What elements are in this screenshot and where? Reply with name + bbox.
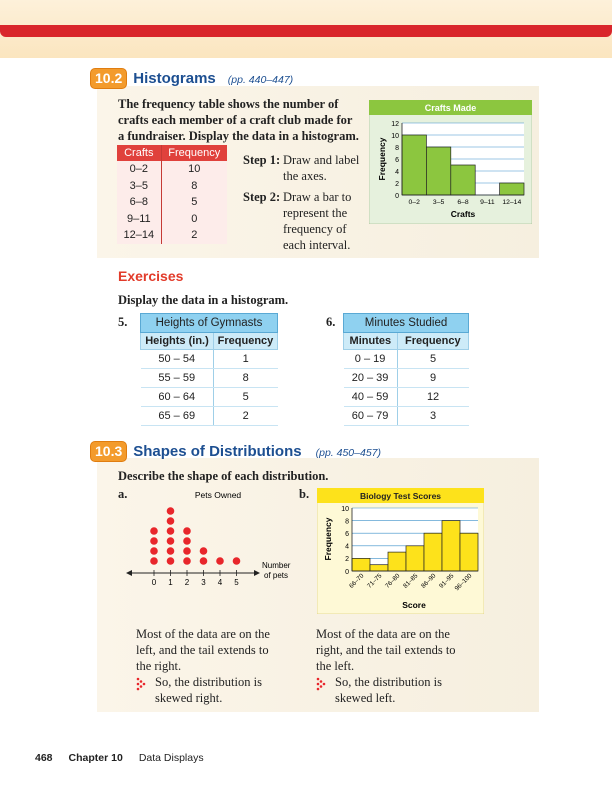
exercise-number: 6. — [326, 315, 336, 329]
histogram-bar — [424, 533, 442, 571]
data-dot — [167, 507, 175, 515]
explanation-line: Most of the data are on the — [136, 627, 270, 641]
x-tick-label: 81–85 — [402, 572, 420, 590]
table-cell: 60 – 64 — [141, 388, 214, 407]
histogram-bar — [352, 558, 370, 571]
data-dot — [167, 527, 175, 535]
step-text: represent the — [283, 206, 348, 220]
minutes-studied-table — [343, 313, 469, 426]
step-label: Step 2: — [243, 190, 281, 204]
x-tick-label: 9–11 — [480, 199, 495, 206]
x-tick-label: 1 — [168, 578, 173, 587]
biology-test-scores-histogram — [317, 488, 484, 614]
table-cell: 8 — [213, 369, 277, 388]
pointer-arrow-icon — [316, 677, 328, 691]
table-row — [117, 161, 227, 178]
section-title: Shapes of Distributions — [133, 443, 302, 460]
y-tick-label: 4 — [395, 168, 399, 176]
chapter-label: Chapter 10 — [68, 752, 123, 764]
x-tick-label: 0–2 — [408, 199, 420, 206]
table-row — [117, 227, 227, 244]
x-tick-label: 86–90 — [420, 572, 438, 590]
table-caption: Minutes Studied — [344, 314, 469, 333]
table-header: Crafts — [117, 145, 161, 161]
section-badge: 10.2 — [90, 68, 127, 89]
part-b-explanation — [316, 626, 486, 674]
explanation-line: the right. — [136, 659, 182, 673]
exercises-instruction: Display the data in a histogram. — [118, 293, 289, 307]
table-cell: 10 — [161, 161, 227, 178]
page-number: 468 — [35, 752, 53, 764]
y-tick-label: 0 — [345, 568, 349, 576]
x-tick-label: 2 — [184, 578, 190, 587]
table-row — [117, 194, 227, 211]
table-cell: 5 — [397, 350, 468, 369]
part-b-label: b. — [299, 487, 310, 501]
part-a-explanation — [136, 626, 296, 674]
step-text: each interval. — [283, 238, 351, 252]
x-axis-label: Crafts — [450, 209, 476, 219]
top-red-stripe — [0, 25, 612, 37]
x-tick-label: 3–5 — [432, 199, 445, 206]
table-caption: Heights of Gymnasts — [141, 314, 278, 333]
data-dot — [183, 537, 191, 545]
x-tick-label: 71–75 — [366, 572, 384, 590]
crafts-frequency-table — [117, 145, 227, 244]
section-10-3-intro: Describe the shape of each distribution. — [118, 469, 329, 483]
table-row — [344, 369, 469, 388]
table-cell: 0 – 19 — [344, 350, 398, 369]
table-row — [344, 407, 469, 426]
table-cell: 2 — [161, 227, 227, 244]
data-dot — [150, 537, 158, 545]
table-cell: 55 – 59 — [141, 369, 214, 388]
y-tick-label: 2 — [395, 180, 399, 188]
table-row — [117, 178, 227, 195]
y-tick-label: 12 — [391, 120, 399, 128]
table-cell: 3 — [397, 407, 468, 426]
crafts-made-histogram — [369, 100, 532, 224]
histogram-bar — [460, 533, 478, 571]
y-tick-label: 2 — [345, 556, 349, 564]
pointer-arrow-icon — [136, 677, 148, 691]
table-cell: 5 — [161, 194, 227, 211]
x-axis-label: Score — [402, 600, 426, 610]
part-b-conclusion — [335, 674, 442, 706]
chart-title: Pets Owned — [194, 490, 242, 500]
table-header: Heights (in.) — [141, 333, 214, 350]
table-cell: 1 — [213, 350, 277, 369]
histogram-bar — [388, 552, 406, 571]
conclusion-line: So, the distribution is — [155, 675, 262, 689]
heights-of-gymnasts-table — [140, 313, 278, 426]
x-tick-label: 91–95 — [438, 572, 456, 590]
page-footer — [35, 752, 204, 764]
y-axis-label: Frequency — [377, 137, 387, 181]
intro-line: crafts each member of a craft club made for — [118, 113, 353, 127]
explanation-line: left, and the tail extends to — [136, 643, 269, 657]
x-tick-label: 0 — [151, 578, 157, 587]
section-pages: (pp. 440–447) — [227, 74, 294, 86]
exercise-number: 5. — [118, 315, 128, 329]
table-row — [141, 369, 278, 388]
table-cell: 20 – 39 — [344, 369, 398, 388]
table-header: Frequency — [213, 333, 277, 350]
table-row — [344, 350, 469, 369]
data-dot — [167, 547, 175, 555]
table-row — [141, 388, 278, 407]
y-tick-label: 0 — [395, 192, 399, 200]
y-axis-label: Frequency — [323, 517, 333, 561]
x-axis-label: Number — [262, 561, 291, 570]
part-a-label: a. — [118, 487, 128, 501]
table-cell: 2 — [213, 407, 277, 426]
table-row — [117, 211, 227, 228]
x-tick-label: 12–14 — [502, 199, 522, 206]
data-dot — [150, 557, 158, 565]
data-dot — [216, 557, 224, 565]
section-10-3-header — [90, 441, 381, 462]
table-header: Frequency — [397, 333, 468, 350]
x-axis-label: of pets — [264, 571, 289, 580]
table-cell: 12 — [397, 388, 468, 407]
conclusion-line: skewed left. — [335, 691, 396, 705]
table-row — [141, 407, 278, 426]
table-cell: 9–11 — [117, 211, 161, 228]
data-dot — [150, 547, 158, 555]
intro-line: The frequency table shows the number of — [118, 97, 339, 111]
data-dot — [183, 547, 191, 555]
step-text: frequency of — [283, 222, 347, 236]
chart-title: Biology Test Scores — [359, 491, 442, 501]
histogram-bar — [402, 135, 426, 195]
table-row — [141, 350, 278, 369]
step-1 — [243, 152, 359, 184]
y-tick-label: 4 — [345, 543, 349, 551]
data-dot — [200, 557, 208, 565]
histogram-bar — [451, 165, 475, 195]
table-cell: 9 — [397, 369, 468, 388]
data-dot — [167, 517, 175, 525]
y-tick-label: 10 — [341, 505, 349, 513]
section-title: Histograms — [133, 70, 216, 87]
section-pages: (pp. 450–457) — [315, 447, 381, 459]
table-cell: 3–5 — [117, 178, 161, 195]
explanation-line: the left. — [316, 659, 355, 673]
histogram-bar — [406, 546, 424, 571]
table-cell: 65 – 69 — [141, 407, 214, 426]
table-cell: 50 – 54 — [141, 350, 214, 369]
histogram-bar — [442, 521, 460, 571]
table-cell: 0 — [161, 211, 227, 228]
histogram-bar — [500, 183, 524, 195]
part-a-conclusion — [155, 674, 262, 706]
histogram-bar — [370, 565, 388, 571]
table-cell: 6–8 — [117, 194, 161, 211]
data-dot — [233, 557, 241, 565]
conclusion-line: So, the distribution is — [335, 675, 442, 689]
data-dot — [150, 527, 158, 535]
table-cell: 8 — [161, 178, 227, 195]
step-label: Step 1: — [243, 153, 281, 167]
section-badge: 10.3 — [90, 441, 127, 462]
section-10-2-header — [90, 68, 293, 89]
data-dot — [183, 527, 191, 535]
x-tick-label: 76–80 — [384, 572, 402, 590]
data-dot — [183, 557, 191, 565]
x-tick-label: 5 — [234, 578, 239, 587]
pets-owned-dot-plot — [124, 486, 294, 590]
table-cell: 60 – 79 — [344, 407, 398, 426]
arrow-left-icon — [126, 570, 132, 576]
data-dot — [167, 557, 175, 565]
intro-line: a fundraiser. Display the data in a histogram. — [118, 129, 359, 143]
explanation-line: Most of the data are on the — [316, 627, 450, 641]
y-tick-label: 6 — [345, 531, 349, 538]
y-tick-label: 6 — [395, 156, 399, 164]
chart-title: Crafts Made — [424, 103, 477, 113]
table-cell: 40 – 59 — [344, 388, 398, 407]
step-text: Draw and label — [283, 153, 360, 167]
histogram-bar — [426, 147, 450, 195]
explanation-line: right, and the tail extends to — [316, 643, 456, 657]
exercises-heading: Exercises — [118, 268, 184, 284]
data-dot — [200, 547, 208, 555]
x-tick-label: 4 — [217, 578, 223, 587]
arrow-right-icon — [254, 570, 260, 576]
step-text: the axes. — [283, 169, 327, 183]
data-dot — [167, 537, 175, 545]
chapter-title: Data Displays — [138, 752, 204, 764]
y-tick-label: 8 — [395, 144, 399, 152]
step-2 — [243, 189, 351, 253]
y-tick-label: 10 — [391, 132, 399, 140]
table-cell: 12–14 — [117, 227, 161, 244]
table-header: Minutes — [344, 333, 398, 350]
table-header: Frequency — [161, 145, 227, 161]
step-text: Draw a bar to — [283, 190, 352, 204]
x-tick-label: 66–70 — [348, 572, 366, 590]
table-cell: 0–2 — [117, 161, 161, 178]
x-tick-label: 3 — [201, 578, 206, 587]
y-tick-label: 8 — [345, 518, 349, 526]
x-tick-label: 6–8 — [457, 199, 469, 206]
x-tick-label: 96–100 — [453, 572, 474, 593]
conclusion-line: skewed right. — [155, 691, 223, 705]
table-row — [344, 388, 469, 407]
section-10-2-intro — [118, 96, 368, 144]
table-cell: 5 — [213, 388, 277, 407]
